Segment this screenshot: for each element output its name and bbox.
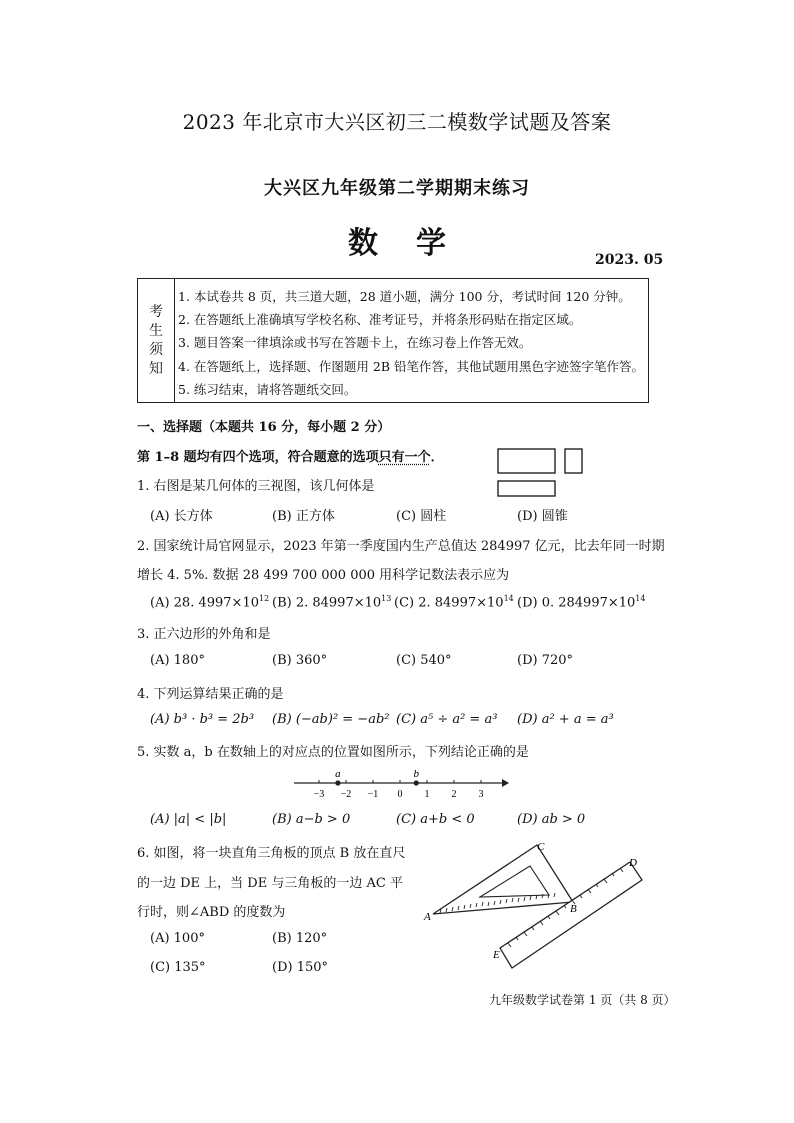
number-line-tick-label: 0 bbox=[397, 789, 403, 800]
point-label-a: A bbox=[424, 911, 431, 923]
question-2-stem-line1: 2. 国家统计局官网显示，2023 年第一季度国内生产总值达 284997 亿元，比去年同一时期 bbox=[137, 539, 665, 554]
instruction-emphasis: 只有一个 bbox=[378, 450, 431, 465]
number-line-figure bbox=[290, 766, 510, 802]
q1-option-a: (A) 长方体 bbox=[150, 509, 213, 524]
q3-option-b: (B) 360° bbox=[272, 653, 328, 668]
q2-option-a-exp: 12 bbox=[259, 594, 270, 603]
q4-option-a: (A) b³ · b³ = 2b³ bbox=[150, 712, 255, 727]
side-view-rect bbox=[565, 449, 582, 473]
q2-option-c bbox=[394, 594, 514, 610]
q6-option-d: (D) 150° bbox=[272, 960, 329, 975]
section-heading: 一、选择题（本题共 16 分，每小题 2 分） bbox=[137, 420, 391, 435]
notice-label-char: 知 bbox=[149, 360, 163, 377]
q2-option-d-base: (D) 0. 284997×10 bbox=[517, 595, 636, 611]
point-label-e: E bbox=[493, 949, 500, 961]
three-view-figure bbox=[497, 448, 587, 498]
question-3-stem: 3. 正六边形的外角和是 bbox=[137, 627, 271, 642]
exam-date: 2023. 05 bbox=[595, 252, 664, 268]
exam-subtitle: 大兴区九年级第二学期期末练习 bbox=[264, 178, 530, 199]
instruction-end: ． bbox=[430, 450, 444, 465]
notice-item: 5. 练习结束，请将答题纸交回。 bbox=[178, 382, 357, 397]
notice-label bbox=[138, 279, 175, 402]
triangle-ruler-figure bbox=[420, 836, 650, 976]
number-line-tick-label: −3 bbox=[313, 789, 325, 800]
q1-option-d: (D) 圆锥 bbox=[517, 509, 568, 524]
number-line-tick-label: 3 bbox=[478, 789, 484, 800]
q1-option-b: (B) 正方体 bbox=[272, 509, 335, 524]
notice-label-char: 生 bbox=[149, 322, 163, 339]
subject-title: 数学 bbox=[348, 226, 484, 261]
q3-option-a: (A) 180° bbox=[150, 653, 205, 668]
q2-option-d bbox=[517, 594, 645, 610]
set-square-outer bbox=[433, 845, 573, 914]
q6-option-b: (B) 120° bbox=[272, 931, 328, 946]
question-4-stem: 4. 下列运算结果正确的是 bbox=[137, 687, 284, 702]
number-line-arrow bbox=[502, 779, 509, 787]
notice-item: 2. 在答题纸上准确填写学校名称、准考证号，并将条形码贴在指定区域。 bbox=[178, 312, 582, 327]
q2-option-a-base: (A) 28. 4997×10 bbox=[150, 595, 259, 611]
q2-option-b-base: (B) 2. 84997×10 bbox=[272, 595, 382, 611]
q5-option-d: (D) ab > 0 bbox=[517, 812, 586, 827]
q6-option-a: (A) 100° bbox=[150, 931, 205, 946]
q4-option-c: (C) a⁵ ÷ a² = a³ bbox=[396, 712, 498, 727]
q3-option-c: (C) 540° bbox=[396, 653, 452, 668]
number-line-tick-label: 1 bbox=[424, 789, 430, 800]
document-title: 2023 年北京市大兴区初三二模数学试题及答案 bbox=[182, 110, 612, 134]
notice-label-char: 须 bbox=[149, 341, 163, 358]
q2-option-b-exp: 13 bbox=[381, 594, 392, 603]
q2-option-c-base: (C) 2. 84997×10 bbox=[394, 595, 504, 611]
question-6-stem-line3: 行时，则∠ABD 的度数为 bbox=[137, 905, 286, 920]
question-5-stem: 5. 实数 a，b 在数轴上的对应点的位置如图所示，下列结论正确的是 bbox=[137, 745, 529, 760]
point-label-d: D bbox=[629, 857, 637, 869]
question-6-stem-line2: 的一边 DE 上，当 DE 与三角板的一边 AC 平 bbox=[137, 876, 403, 891]
q5-option-b: (B) a−b > 0 bbox=[272, 812, 351, 827]
number-line-point-label-a: a bbox=[335, 768, 341, 780]
notice-label-char: 考 bbox=[149, 303, 163, 320]
q2-option-b bbox=[272, 594, 391, 610]
front-view-rect bbox=[498, 449, 555, 473]
candidate-notice-box bbox=[137, 278, 649, 403]
q3-option-d: (D) 720° bbox=[517, 653, 574, 668]
number-line-tick-label: −2 bbox=[340, 789, 352, 800]
number-line-tick-label: −1 bbox=[367, 789, 379, 800]
q6-option-c: (C) 135° bbox=[150, 960, 206, 975]
q2-option-a bbox=[150, 594, 269, 610]
q2-option-d-exp: 14 bbox=[635, 594, 646, 603]
point-label-b: B bbox=[570, 903, 577, 915]
question-1-stem: 1. 右图是某几何体的三视图，该几何体是 bbox=[137, 479, 375, 494]
point-label-c: C bbox=[537, 841, 545, 853]
section-instruction bbox=[137, 446, 444, 465]
q5-option-c: (C) a+b < 0 bbox=[396, 812, 475, 827]
q4-option-b: (B) (−ab)² = −ab² bbox=[272, 712, 390, 727]
number-line-point-label-b: b bbox=[413, 768, 419, 780]
question-2-stem-line2: 增长 4. 5%. 数据 28 499 700 000 000 用科学记数法表示应为 bbox=[137, 568, 510, 583]
notice-item: 3. 题目答案一律填涂或书写在答题卡上，在练习卷上作答无效。 bbox=[178, 335, 532, 350]
q4-option-d: (D) a² + a = a³ bbox=[517, 712, 614, 727]
page-footer: 九年级数学试卷第 1 页（共 8 页） bbox=[489, 993, 676, 1007]
q1-option-c: (C) 圆柱 bbox=[396, 509, 447, 524]
instruction-text: 第 1–8 题均有四个选项，符合题意的选项 bbox=[137, 450, 379, 465]
q2-option-c-exp: 14 bbox=[503, 594, 514, 603]
top-view-rect bbox=[498, 481, 555, 496]
number-line-tick-label: 2 bbox=[451, 789, 457, 800]
notice-item: 4. 在答题纸上，选择题、作图题用 2B 铅笔作答，其他试题用黑色字迹签字笔作答。 bbox=[178, 359, 644, 374]
number-line-point-b bbox=[414, 780, 419, 785]
notice-item: 1. 本试卷共 8 页，共三道大题，28 道小题，满分 100 分，考试时间 120 分钟。 bbox=[178, 289, 631, 304]
question-6-stem-line1: 6. 如图，将一块直角三角板的顶点 B 放在直尺 bbox=[137, 846, 406, 861]
q5-option-a: (A) |a| < |b| bbox=[150, 812, 227, 827]
number-line-point-a bbox=[335, 780, 340, 785]
